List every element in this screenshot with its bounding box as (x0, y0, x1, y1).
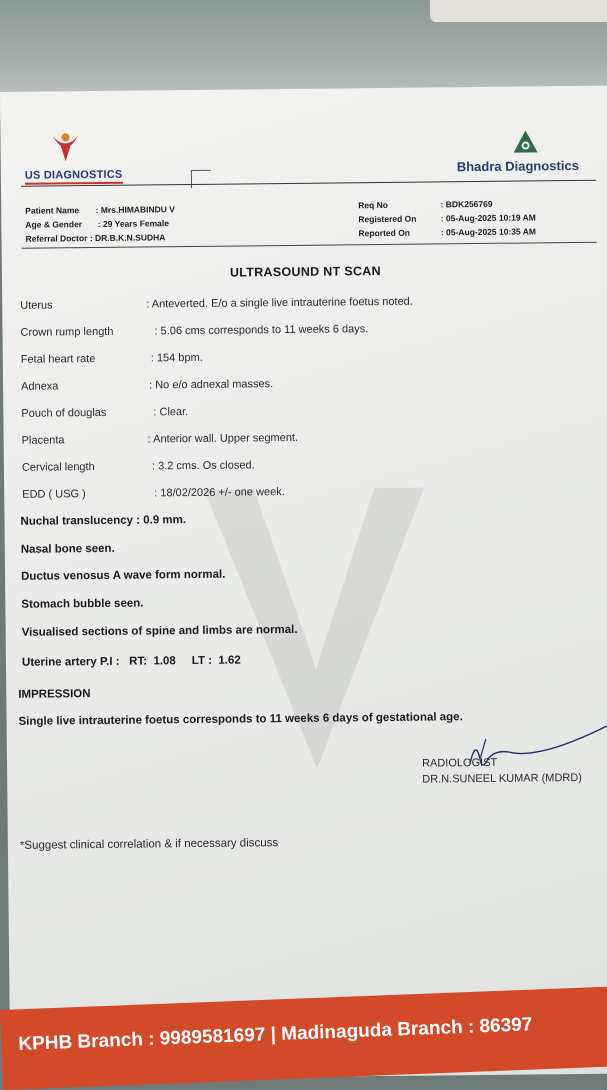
us-diagnostics-name: US DIAGNOSTICS (25, 169, 123, 185)
age-gender-value: : 29 Years Female (97, 218, 170, 229)
patient-name-value: : Mrs.HIMABINDU V (95, 204, 176, 216)
finding-label: Cervical length (21, 461, 95, 474)
us-diagnostics-logo (24, 128, 155, 189)
spine-limbs-line: Visualised sections of spine and limbs are normal. (21, 623, 298, 639)
finding-row (21, 402, 581, 420)
nasal-bone-line: Nasal bone seen. (20, 542, 115, 556)
finding-value: : 3.2 cms. Os closed. (151, 459, 255, 473)
stomach-bubble-line: Stomach bubble seen. (21, 597, 144, 611)
clinical-correlation-note: *Suggest clinical correlation & if necessary discuss (19, 837, 279, 852)
referral-doctor-row (25, 232, 165, 243)
impression-heading: IMPRESSION (18, 688, 91, 701)
finding-row (21, 429, 582, 447)
patient-name-row (25, 204, 175, 216)
registered-on-row (358, 212, 536, 224)
impression-text: Single live intrauterine foetus corresponds to 11 weeks 6 days of gestational age. (18, 711, 463, 728)
bhadra-emblem-icon (511, 128, 539, 154)
finding-label: Adnexa (21, 380, 59, 393)
finding-label: Fetal heart rate (20, 353, 96, 366)
reported-on-row (358, 226, 536, 238)
finding-label: Crown rump length (20, 325, 114, 339)
req-no-label: Req No (358, 199, 389, 211)
bhadra-diagnostics-name: Bhadra Diagnostics (456, 157, 579, 175)
finding-label: EDD ( USG ) (22, 488, 86, 501)
header-bracket (191, 170, 193, 188)
radiologist-label: RADIOLOGIST (421, 756, 498, 770)
req-no-row (358, 199, 492, 210)
referral-doctor-label: Referral Doctor (25, 233, 88, 244)
patient-name-label: Patient Name (25, 205, 80, 216)
registered-on-label: Registered On (358, 213, 417, 225)
doctor-signature (462, 718, 607, 780)
finding-value: : Anterior wall. Upper segment. (147, 431, 299, 446)
finding-value: : 18/02/2026 +/- one week. (154, 486, 285, 500)
finding-row (21, 375, 581, 393)
finding-value: : No e/o adnexal masses. (149, 378, 274, 392)
finding-row (20, 294, 580, 312)
finding-label: Pouch of douglas (21, 406, 107, 420)
nuchal-translucency-line: Nuchal translucency : 0.9 mm. (20, 514, 187, 528)
us-diagnostics-emblem-icon (48, 129, 82, 163)
age-gender-label: Age & Gender (25, 219, 83, 230)
finding-value: : Anteverted. E/o a single live intrauterine foetus noted. (146, 295, 413, 311)
registered-on-value: : 05-Aug-2025 10:19 AM (440, 212, 536, 224)
finding-label: Placenta (21, 434, 65, 447)
background-object (430, 0, 607, 22)
radiologist-name: DR.N.SUNEEL KUMAR (MDRD) (422, 771, 582, 786)
referral-doctor-value: : DR.B.K.N.SUDHA (89, 232, 166, 244)
finding-row (21, 456, 582, 474)
finding-label: Uterus (20, 299, 53, 312)
bhadra-diagnostics-logo (456, 128, 607, 182)
finding-value: : 5.06 cms corresponds to 11 weeks 6 days. (154, 323, 369, 338)
reported-on-value: : 05-Aug-2025 10:35 AM (440, 226, 537, 238)
age-gender-row (25, 218, 169, 230)
report-title: ULTRASOUND NT SCAN (229, 264, 381, 280)
uterine-artery-line: Uterine artery P.I : RT: 1.08 LT : 1.62 (21, 654, 241, 669)
finding-value: : Clear. (153, 406, 189, 419)
finding-row (20, 321, 580, 339)
finding-value: : 154 bpm. (150, 351, 203, 365)
ductus-venosus-line: Ductus venosus A wave form normal. (21, 568, 226, 583)
header-bracket (191, 170, 211, 171)
report-paper (0, 86, 607, 1080)
reported-on-label: Reported On (358, 227, 411, 239)
finding-row (20, 348, 581, 366)
req-no-value: : BDK256769 (440, 198, 493, 210)
footer-branches-text: KPHB Branch : 9989581697 | Madinaguda Branch : 86397 (18, 1014, 533, 1055)
